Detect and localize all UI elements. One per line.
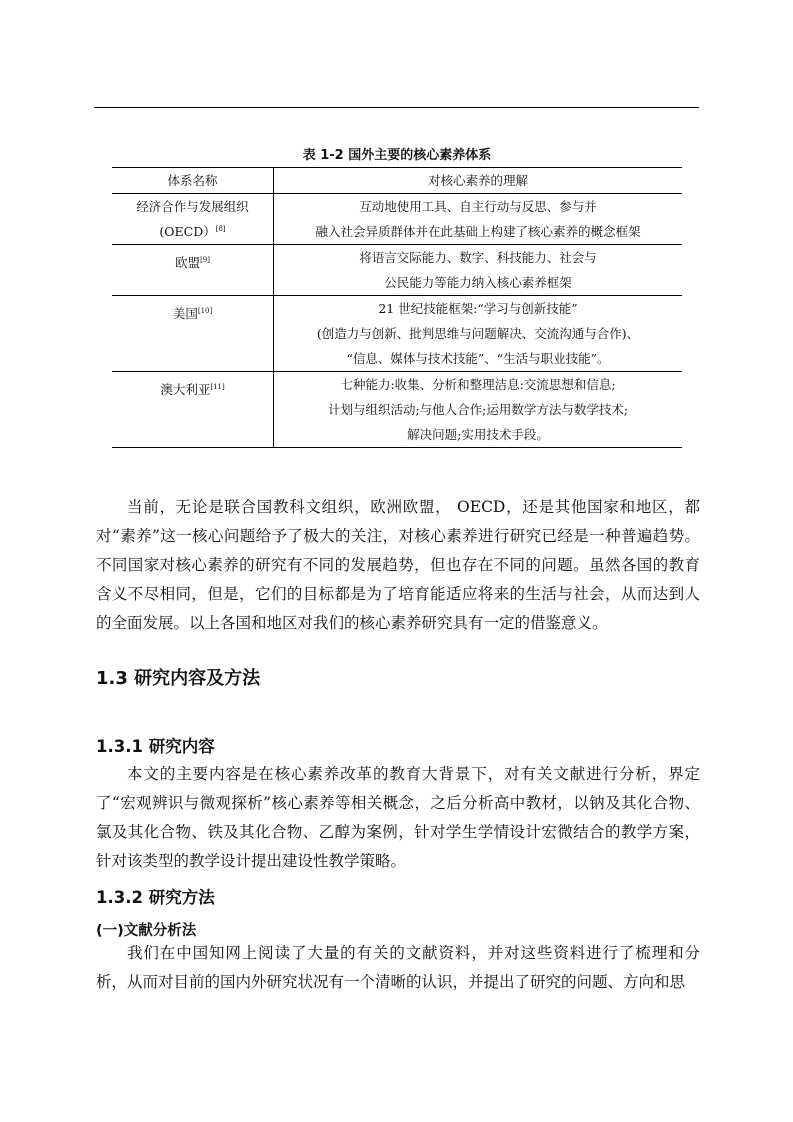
body-paragraph-summary	[96, 493, 700, 638]
understanding-line: 公民能力等能力纳入核心素养框架	[384, 275, 572, 290]
paragraph-text: 我们在中国知网上阅读了大量的有关的文献资料，并对这些资料进行了梳理和分析，从而对目前的国内外研究状况有一个清晰的认识，并提出了研究的问题、方向和思	[96, 944, 700, 991]
system-name: 经济合作与发展组织	[136, 199, 249, 214]
table-caption: 表 1-2 国外主要的核心素养体系	[302, 148, 492, 163]
understanding-line: 21 世纪技能框架:“学习与创新技能”	[378, 301, 578, 316]
system-name-cell	[112, 245, 274, 296]
understanding-cell	[274, 245, 682, 296]
paragraph-text: 当前，无论是联合国教科文组织，欧洲欧盟， OECD，还是其他国家和地区，都对“素养”这一核心问题给予了极大的关注，对核心素养进行研究已经是一种普遍趋势。不同国家对核心素养的研究有不同的发展趋势，但也存在不同的问题。虽然各国的教育含义不尽相同，但是，它们的目标都是为了培育能适应将来的生活与社会，从而达到人的全面发展。以上各国和地区对我们的核心素养研究具有一定的借鉴意义。	[96, 498, 700, 632]
system-name-abbr: (OECD）	[159, 224, 216, 239]
understanding-line: 解决问题;实用技术手段。	[407, 427, 549, 442]
understanding-line: 计划与组织活动;与他人合作;运用数学方法与数学技术;	[327, 402, 629, 417]
understanding-line: (创造力与创新、批判思维与问题解决、交流沟通与合作)、	[316, 326, 640, 341]
citation-ref: [8]	[215, 224, 226, 233]
understanding-cell	[274, 372, 682, 448]
system-name: 美国	[172, 306, 198, 321]
system-name: 欧盟	[175, 255, 201, 270]
body-paragraph-content	[96, 760, 700, 876]
understanding-line: 融入社会异质群体并在此基础上构建了核心素养的概念框架	[315, 224, 641, 239]
system-name-cell	[112, 194, 274, 245]
table-row	[112, 245, 682, 296]
method-heading-literature: (一)文献分析法	[96, 923, 197, 939]
understanding-line: “信息、媒体与技术技能”、“生活与职业技能”。	[346, 351, 610, 366]
system-name-cell	[112, 296, 274, 372]
understanding-cell	[274, 194, 682, 245]
body-paragraph-method	[96, 939, 700, 997]
core-literacy-table	[112, 167, 682, 448]
understanding-cell	[274, 296, 682, 372]
paragraph-text: 本文的主要内容是在核心素养改革的教育大背景下，对有关文献进行分析，界定了“宏观辨识与微观探析”核心素养等相关概念，之后分析高中教材，以钠及其化合物、氯及其化合物、铁及其化合物、乙醇为案例，针对学生学情设计宏微结合的教学方案，针对该类型的教学设计提出建设性教学策略。	[96, 765, 700, 870]
table-row	[112, 372, 682, 448]
understanding-line: 互动地使用工具、自主行动与反思、参与并	[359, 199, 597, 214]
citation-ref: [11]	[210, 382, 225, 391]
citation-ref: [10]	[197, 306, 213, 315]
system-name-cell	[112, 372, 274, 448]
table-row	[112, 194, 682, 245]
subsection-heading-1-3-2: 1.3.2 研究方法	[96, 888, 215, 907]
understanding-line: 七种能力:收集、分析和整理洁息:交流思想和信息;	[340, 377, 616, 392]
page-header-rule	[94, 107, 699, 108]
section-heading-1-3: 1.3 研究内容及方法	[96, 668, 261, 689]
understanding-line: 将语言交际能力、数字、科技能力、社会与	[359, 250, 597, 265]
citation-ref: [9]	[200, 255, 210, 264]
table-header-row	[112, 168, 682, 194]
subsection-heading-1-3-1: 1.3.1 研究内容	[96, 737, 215, 756]
table-row	[112, 296, 682, 372]
column-header-understanding: 对核心素养的理解	[274, 168, 682, 194]
column-header-name: 体系名称	[112, 168, 274, 194]
system-name: 澳大利亚	[160, 382, 211, 397]
